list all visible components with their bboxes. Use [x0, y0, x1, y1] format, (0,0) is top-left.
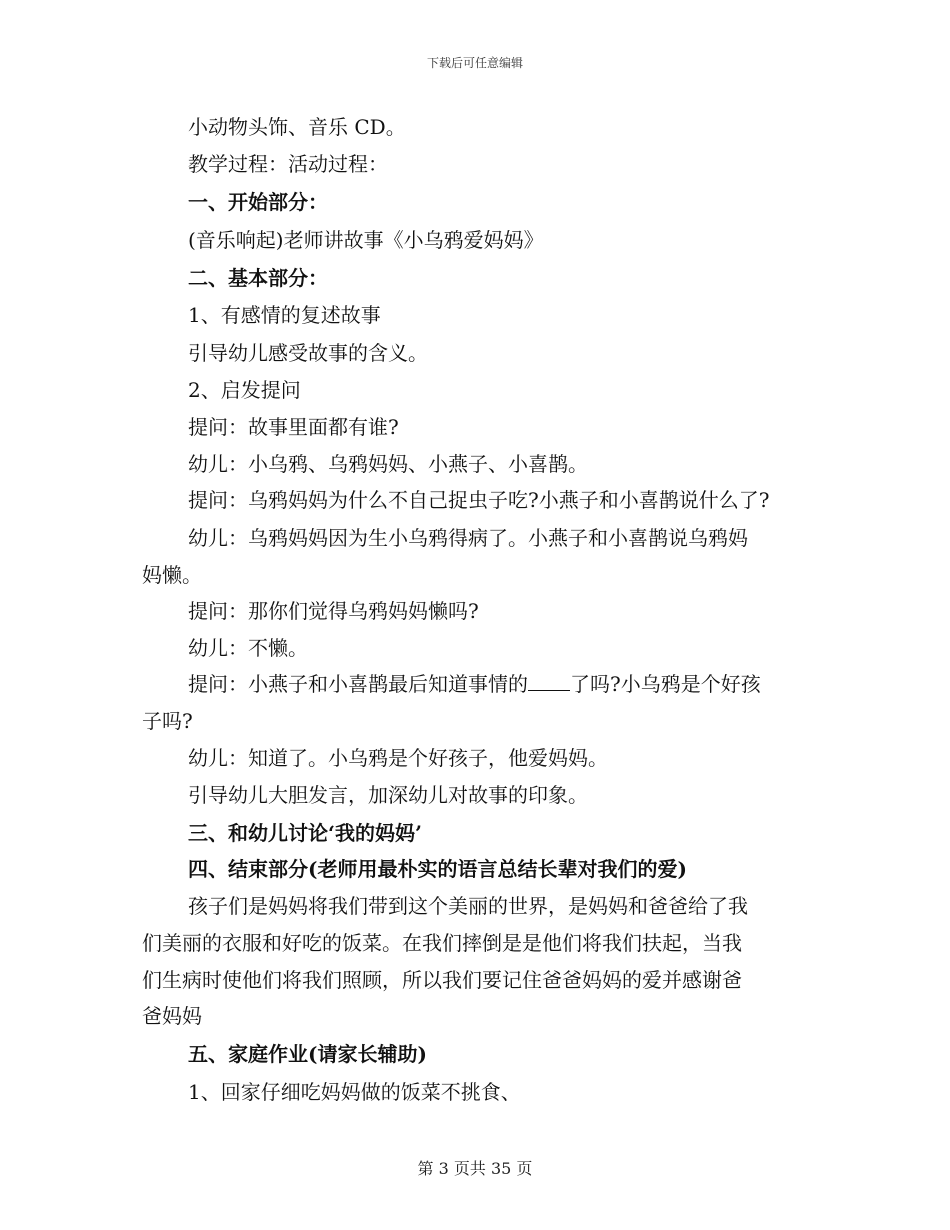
text-segment: 提问：小燕子和小喜鹊最后知道事情的 — [188, 672, 528, 696]
text-line: 提问：故事里面都有谁? — [188, 415, 399, 439]
section-heading: 三、和幼儿讨论‘我的妈妈’ — [188, 821, 422, 845]
page-footer: 第 3 页共 35 页 — [417, 1159, 533, 1178]
text-line: 们美丽的衣服和好吃的饭菜。在我们摔倒是是他们将我们扶起，当我 — [142, 931, 742, 955]
text-line: 孩子们是妈妈将我们带到这个美丽的世界，是妈妈和爸爸给了我 — [188, 894, 748, 918]
text-line: 引导幼儿大胆发言，加深幼儿对故事的印象。 — [188, 783, 588, 807]
text-line: 们生病时使他们将我们照顾，所以我们要记住爸爸妈妈的爱并感谢爸 — [142, 968, 742, 992]
text-line: 教学过程：活动过程： — [188, 152, 388, 176]
text-line: 提问：那你们觉得乌鸦妈妈懒吗? — [188, 599, 479, 623]
text-line: 小动物头饰、音乐 CD。 — [188, 115, 406, 139]
text-line: 幼儿：乌鸦妈妈因为生小乌鸦得病了。小燕子和小喜鹊说乌鸦妈 — [188, 526, 748, 550]
text-line: 引导幼儿感受故事的含义。 — [188, 341, 428, 365]
section-heading: 二、基本部分： — [188, 266, 328, 290]
text-line: 提问：乌鸦妈妈为什么不自己捉虫子吃?小燕子和小喜鹊说什么了? — [188, 488, 770, 512]
text-line: 爸妈妈 — [142, 1004, 202, 1028]
fill-in-blank — [528, 672, 570, 691]
section-heading: 五、家庭作业(请家长辅助) — [188, 1042, 427, 1066]
section-heading: 一、开始部分： — [188, 190, 328, 214]
text-segment: 了吗?小乌鸦是个好孩 — [570, 672, 761, 696]
text-line: 1、有感情的复述故事 — [188, 303, 381, 327]
text-line — [188, 670, 868, 698]
text-line: 1、回家仔细吃妈妈做的饭菜不挑食、 — [188, 1080, 521, 1104]
text-line: 幼儿：知道了。小乌鸦是个好孩子，他爱妈妈。 — [188, 746, 608, 770]
text-line: 2、启发提问 — [188, 378, 301, 402]
page-header: 下载后可任意编辑 — [426, 56, 523, 70]
text-line: 子吗? — [142, 709, 193, 733]
section-heading: 四、结束部分(老师用最朴实的语言总结长辈对我们的爱) — [188, 857, 687, 881]
text-line: (音乐响起)老师讲故事《小乌鸦爱妈妈》 — [188, 228, 544, 252]
text-line: 妈懒。 — [142, 563, 202, 587]
text-line: 幼儿：小乌鸦、乌鸦妈妈、小燕子、小喜鹊。 — [188, 452, 588, 476]
text-line: 幼儿：不懒。 — [188, 636, 308, 660]
